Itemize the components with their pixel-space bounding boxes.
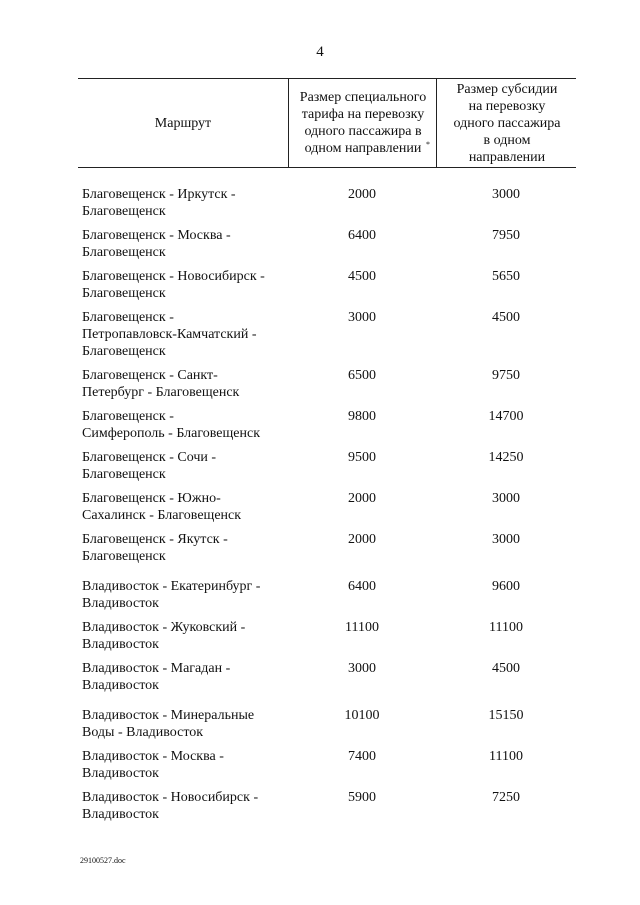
row-subsidy: 5650 <box>492 269 520 284</box>
row-subsidy: 4500 <box>492 310 520 325</box>
row-tariff: 9800 <box>348 409 376 424</box>
row-route: Владивосток - Жуковский - Владивосток <box>82 620 246 652</box>
row-subsidy: 3000 <box>492 187 520 202</box>
row-route: Владивосток - Новосибирск - Владивосток <box>82 790 259 822</box>
row-route: Владивосток - Минеральные Воды - Владивосток <box>82 708 255 740</box>
row-route: Благовещенск - Новосибирск - Благовещенск <box>82 269 265 301</box>
row-route: Благовещенск - Сочи - Благовещенск <box>82 450 217 482</box>
row-tariff: 6400 <box>348 579 376 594</box>
row-subsidy: 14250 <box>488 450 524 465</box>
row-tariff: 6400 <box>348 228 376 243</box>
row-route: Благовещенск - Санкт- Петербург - Благовещенск <box>82 368 240 400</box>
row-tariff: 11100 <box>345 620 379 635</box>
row-route: Благовещенск - Иркутск - Благовещенск <box>82 187 236 219</box>
row-tariff: 3000 <box>348 310 376 325</box>
row-subsidy: 4500 <box>492 661 520 676</box>
row-subsidy: 7950 <box>492 228 520 243</box>
row-subsidy: 7250 <box>492 790 520 805</box>
row-subsidy: 3000 <box>492 532 520 547</box>
header-subsidy: Размер субсидии на перевозку одного пассажира в одном направлении <box>436 79 577 167</box>
document-id: 29100527.doc <box>80 856 126 865</box>
row-subsidy: 9750 <box>492 368 520 383</box>
row-route: Владивосток - Екатеринбург - Владивосток <box>82 579 261 611</box>
row-subsidy: 11100 <box>489 749 523 764</box>
row-tariff: 7400 <box>348 749 376 764</box>
row-subsidy: 9600 <box>492 579 520 594</box>
row-subsidy: 3000 <box>492 491 520 506</box>
row-tariff: 10100 <box>344 708 380 723</box>
table-header <box>78 78 576 168</box>
row-tariff: 2000 <box>348 491 376 506</box>
row-route: Благовещенск - Москва - Благовещенск <box>82 228 231 260</box>
row-route: Благовещенск - Симферополь - Благовещенск <box>82 409 261 441</box>
row-route: Благовещенск - Якутск - Благовещенск <box>82 532 228 564</box>
page-number: 4 <box>316 44 324 60</box>
row-route: Владивосток - Магадан - Владивосток <box>82 661 231 693</box>
row-subsidy: 14700 <box>488 409 524 424</box>
row-tariff: 6500 <box>348 368 376 383</box>
row-subsidy: 11100 <box>489 620 523 635</box>
row-tariff: 9500 <box>348 450 376 465</box>
row-tariff: 2000 <box>348 187 376 202</box>
row-route: Благовещенск - Петропавловск-Камчатский - Благовещенск <box>82 310 257 359</box>
row-subsidy: 15150 <box>488 708 524 723</box>
header-tariff: Размер специального тарифа на перевозку одного пассажира в одном направлении <box>288 79 437 167</box>
row-tariff: 4500 <box>348 269 376 284</box>
row-route: Владивосток - Москва - Владивосток <box>82 749 224 781</box>
row-route: Благовещенск - Южно- Сахалинск - Благовещенск <box>82 491 242 523</box>
header-tariff-footnote-mark: * <box>426 140 430 149</box>
header-route: Маршрут <box>154 115 212 131</box>
row-tariff: 2000 <box>348 532 376 547</box>
row-tariff: 5900 <box>348 790 376 805</box>
row-tariff: 3000 <box>348 661 376 676</box>
